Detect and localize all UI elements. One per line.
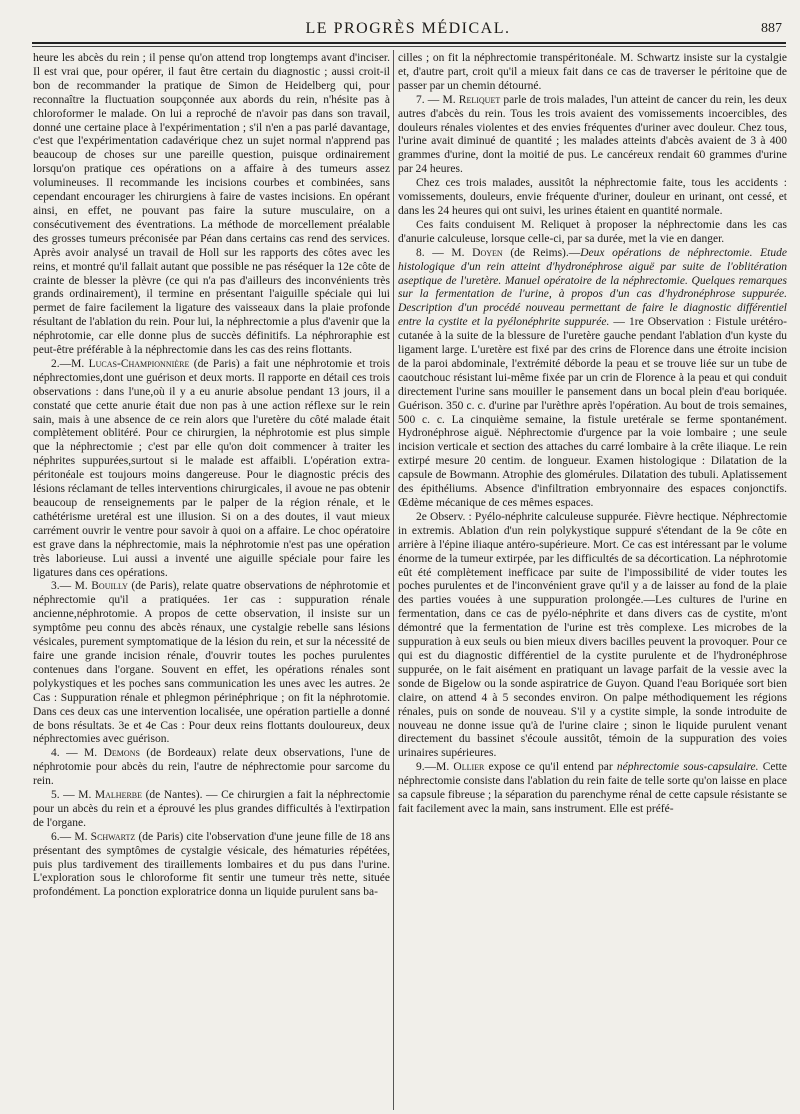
author-name: Lucas-Championnière [88, 357, 190, 370]
paragraph-text: Ces faits conduisent M. Reliquet à proposer la néphrectomie dans les cas d'anurie calculeuse, lorsque celle-ci, par sa durée, met la vie en danger. [398, 218, 787, 245]
paragraph-lead: 9.—M. [416, 761, 454, 774]
paragraph-lead: 3.— M. [51, 580, 92, 593]
paragraph-text: (de Nantes). — Ce chirurgien a fait la néphrectomie pour un abcès du rein et a éprouvé les plus grandes difficultés à l'extirpation de l'organe. [33, 789, 390, 829]
paragraph [398, 511, 787, 761]
paragraph [33, 52, 390, 358]
paragraph-text: (de Paris) cite l'observation d'une jeune fille de 18 ans présentant des symptômes de cystalgie vésicale, des hématuries répétées, puis plus tardivement des tiraillements lombaires et du pus dans l'urine. L'exploration sous le chloroforme fit sentir une tumeur très nette, située profondément. La ponction exploratrice donna un liquide purulent sans ba- [33, 830, 390, 899]
author-name: Malherbe [94, 789, 143, 802]
author-name: Schwartz [90, 830, 136, 843]
paragraph [398, 219, 787, 247]
paragraph-lead: 7. — M. [416, 93, 459, 106]
paragraph-text: 2e Observ. : Pyélo-néphrite calculeuse suppurée. Fièvre hectique. Néphrectomie in extremis. Ablation d'un rein polykystique suppuré s'étendant de la 9e côte en arrière à l'épine iliaque antéro-supérieure. Mort. Ce cas est intéressant par le volume énorme de la tumeur extirpée, par les difficultés de sa décortication. La néphrotomie eût été complètement inefficace par suite de l'impossibilité de vider toutes les poches purulentes et de l'inconvénient grave qu'il y a de laisser au fond de la plaie des parties vouées à une suppuration prolongée.—Les cultures de l'urine en fermentation, dans ce cas de pyélo-néphrite et dans divers cas de cystite, m'ont démontré que la fermentation de l'urine est très complexe. Les microbes de la suppuration à eux seuls ou bien mieux divers bacilles peuvent la provoquer. Pour ce qui est du diagnostic différentiel de la cystite purulente et de l'hydronéphrose suppurée, on le fait aisément en pratiquant un lavage parfait de la vessie avec la sonde de Bigelow ou la sonde aspiratrice de Guyon. Quand l'eau Boriquée sort bien claire, on attend 4 à 5 secondes environ. On palpe méthodiquement les régions rénales, puis on sonde de nouveau. S'il y a cystite simple, la sonde introduite de nouveau ne donne issue qu'à de l'urine claire ; sinon le liquide purulent venant directement du bassinet s'écoule aussitôt, témoin de la suppuration des voies urinaires supérieures. [398, 510, 787, 760]
paragraph [33, 789, 390, 831]
paragraph [33, 580, 390, 747]
header-rule [32, 42, 786, 44]
paragraph-lead: 6.— M. [51, 830, 91, 843]
author-name: Bouilly [91, 580, 128, 593]
paragraph-text: Cette néphrectomie consiste dans l'ablation du rein faite de telle sorte qu'on laisse en place sa capsule fibreuse ; la séparation du parenchyme rénal de cette capsule résistante se fait facilement avec la main, sans instrument. Elle est préfé- [398, 761, 787, 815]
paragraph-text: Chez ces trois malades, aussitôt la néphrectomie faite, tous les accidents : vomissements, douleurs, envie fréquente d'uriner, douleur en urinant, ont cessé, et dans les 24 heures qui ont suivi, les urines étaient en quantité normale. [398, 177, 787, 217]
paragraph-text: (de Paris) a fait une néphrotomie et trois néphrectomies,dont une guérison et deux morts. Il rapporte en détail ces trois observations : dans l'une,où il y a eu anurie absolue pendant 13 jours, il a constaté que cette anurie était due non pas à une action réflexe sur le rein sain, mais à une absence de ce rein alors que l'uretère du côté malade était complètement oblitéré. Pour ce chirurgien, la néphrotomie est plus simple que la néphrectomie ; c'est par elle qu'on doit commencer à traiter les néphrites suppurées,surtout si le malade est affaibli. L'opération extra-péritonéale est toujours moins dangereuse. Pour le diagnostic précis des lésions réclamant de telles interventions chirurgicales, il avoue ne pas obtenir beaucoup de renseignements par le palper de la région rénale, et le cathétérisme uretéral est une illusion. Si on a des doutes, il vaut mieux carrément ouvrir le ventre pour savoir à quoi on a affaire. Le choc opératoire est grave dans la néphrectomie, mais la néphrotomie n'est pas une opération très laborieuse. Lui aussi a inventé une aiguille spéciale pour faire les ligatures dans ces opérations. [33, 357, 390, 579]
paragraph [33, 831, 390, 901]
author-name: Ollier [453, 761, 485, 774]
author-name: Doyen [472, 246, 503, 259]
page-header [32, 20, 784, 42]
paragraph-text: (de Bordeaux) relate deux observations, l'une de néphrotomie pour abcès du rein, l'autre de néphrectomie pour sarcome du rein. [33, 747, 390, 788]
paragraph-lead: (de Reims).— [502, 246, 581, 259]
paragraph-text: — 1re Observation : Fistule urétéro-cutanée à la suite de la blessure de l'uretère gauche pendant l'ablation d'un kyste du ligament large. L'uretère est fixé par des crins de Florence dans une étroite incision de la paroi abdominale, l'extrémité déborde la peau et se trouve liée sur un tube de caoutchouc résistant lui-même fixée par un crin de Florence à la peau et qui conduit directement l'urine sans mouiller le pansement dans un bocal plein d'eau boriquée. Guérison. 350 c. c. d'urine par l'urèthre après l'opération. Au bout de trois semaines, 500 c. c. La cinquième semaine, la fistule uretérale se ferme spontanément. Hydronéphrose aiguë. Néphrectomie d'urgence par la voie lombaire ; une seule incision verticale et section des attaches du carré lombaire à la crête iliaque. Le rein extirpé mesure 20 centim. de longueur. Examen histologique : Dilatation de la capsule de Bowmann. Atrophie des glomérules. Dilatation des tubuli. Aplatissement des épithéliums. Absence d'infiltration embryonnaire des espaces conjonctifs. Œdème mécanique de ces mêmes espaces. [398, 316, 787, 509]
page-number: 887 [761, 21, 782, 36]
paragraph-lead: 8. — M. [416, 246, 473, 259]
paragraph [398, 52, 787, 94]
paragraph-text: cilles ; on fit la néphrectomie transpéritonéale. M. Schwartz insiste sur la cystalgie et, d'autre part, croit qu'il a mieux fait dans ce cas de traverser le péritoine que de passer par un chemin détourné. [398, 52, 787, 92]
paragraph [33, 358, 390, 581]
article-title: Deux opérations de néphrectomie. Etude histologique d'un rein atteint d'hydronéphrose aiguë par suite de l'oblitération aseptique de l'uretère. Manuel opératoire de la néphrectomie. Quelques remarques sur la fermentation de l'urine, à propos d'un cas d'hydronéphrose suppurée. Description d'un procédé nouveau permettant de faire le diagnostic différentiel entre la cystite et la pyélonéphrite suppurée. [398, 246, 787, 329]
author-name: Reliquet [458, 93, 501, 106]
paragraph [398, 761, 787, 817]
paragraph [33, 747, 390, 789]
paragraph-text: parle de trois malades, l'un atteint de cancer du rein, les deux autres d'abcès du rein. Tous les trois avaient des vomissements incoercibles, des douleurs rénales violentes et des envies fréquentes d'uriner avec douleur. Chez tous, l'urine avait diminué de quantité ; les malades atteints d'abcès avaient de 3 à 400 grammes d'urine, dont la moitié de pus. Le cancéreux rendait 60 grammes d'urine par 24 heures. [398, 93, 787, 176]
paragraph-lead: 4. — M. [51, 747, 104, 760]
paragraph-lead: 5. — M. [51, 789, 95, 802]
header-rule-thin [32, 46, 786, 47]
column-divider [393, 50, 394, 1110]
paragraph [398, 247, 787, 511]
paragraph-text: (de Paris), relate quatre observations de néphrotomie et néphrectomie qu'il a pratiquées. 1er cas : suppuration rénale ancienne,néphrotomie. A propos de cette observation, il insiste sur un symptôme peu connu des abcès rénaux, une cystalgie rebelle sans lésions vésicales, purement symptomatique de la lésion du rein, et sur la nécessité de faire une grande incision rénale, d'ouvrir toutes les poches purulentes contenues dans l'organe. Souvent en effet, les opérations rénales sont polykystiques et les poches sans communication les unes avec les autres. 2e Cas : Suppuration rénale et phlegmon périnéphrique ; on fit la néphrotomie. Dans ces deux cas une intervention localisée, une opération partielle a donné de bons résultats. 3e et 4e Cas : Pour deux reins flottants douloureux, deux néphrectomies avec guérison. [33, 580, 390, 746]
paragraph-lead: expose ce qu'il entend par [484, 761, 617, 774]
journal-title: LE PROGRÈS MÉDICAL. [305, 20, 511, 37]
paragraph-text: heure les abcès du rein ; il pense qu'on attend trop longtemps avant d'inciser. Il est vrai que, pour opérer, il faut être certain du diagnostic ; aussi croit-il bon de recommander la pratique de Simon de Heidelberg qui, pour reconnaître la fluctuation soupçonnée aux abords du rein, n'hésite pas à chloroformer le malade. On lui a reproché de n'avoir pas dans son travail, donné une certaine place à l'expérimentation ; s'il n'en a pas parlé davantage, c'est que l'expérimentation cadavérique chez un sujet normal n'apprend pas beaucoup de choses sur une pareille question, puisque ordinairement lorsqu'on pratique ces opérations on a affaire à des tumeurs assez volumineuses. Il recommande les incisions courbes et combinées, sans cependant encourager les chirurgiens à faire de vastes incisions. En opérant ainsi, en effet, ne pouvant pas faire la suture musculaire, on a consécutivement des éventrations. La méthode de morcellement préalable des grosses tumeurs préconisée par Péan dans certains cas rend des services. Après avoir analysé un travail de Holl sur les rapports des côtes avec les reins, et montré qu'il fallait autant que possible ne pas réséquer la 12e côte de crainte de blesser la plèvre (ce qui n'a pas d'ailleurs des inconvénients très grands ordinairement), il termine en présentant l'aiguille spéciale qui lui permet de faire facilement la ligature des vaisseaux dans la plaie profonde résultant de l'ablation du rein. Pour lui, la néphrectomie a plus d'avenir que la néphrotomie, car elle donne plus de succès définitifs. La néphroraphie est peut-être préférable à la néphrectomie dans les cas des reins flottants. [33, 52, 390, 357]
paragraph-lead: 2.—M. [51, 357, 89, 370]
author-name: Demons [103, 747, 140, 760]
article-title: néphrectomie sous-capsulaire. [616, 761, 759, 774]
paragraph [398, 94, 787, 177]
left-column [33, 52, 390, 1110]
right-column [398, 52, 787, 1110]
paragraph [398, 177, 787, 219]
